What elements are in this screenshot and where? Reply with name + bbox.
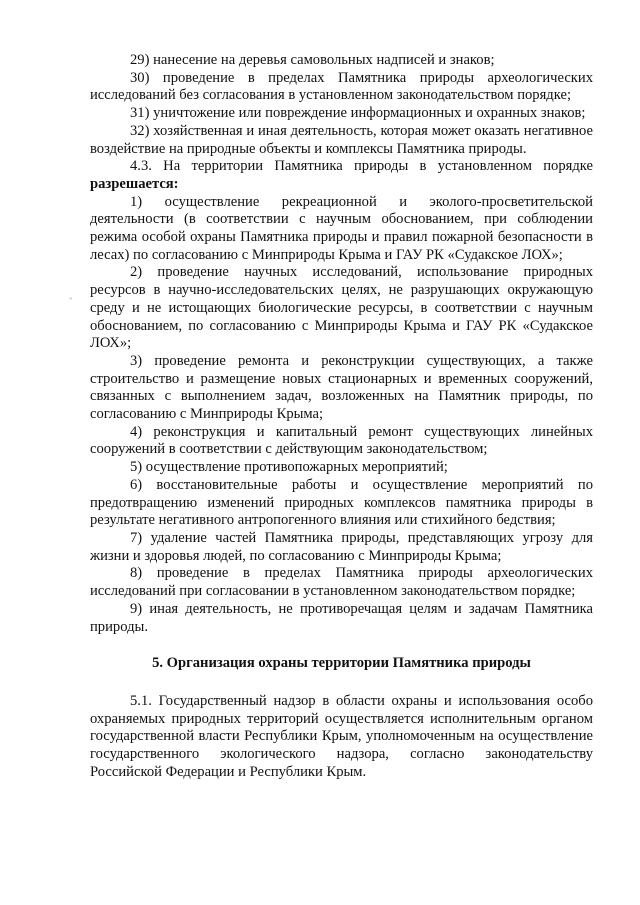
allowed-item-9: 9) иная деятельность, не противоречащая целям и задачам Памятника природы. (90, 600, 593, 635)
allowed-item-2: 2) проведение научных исследований, использование природных ресурсов в научно-исследовательских целях, не разрушающих окружающую среду и не истощающих биологические ресурсы, в соответствии с научным обоснованием, по согласованию с Минприроды Крыма и ГАУ РК «Судакское ЛОХ»; (90, 264, 593, 352)
allowed-item-5: 5) осуществление противопожарных мероприятий; (130, 459, 448, 476)
margin-mark: ˇ (68, 296, 74, 309)
section-4-3 (90, 158, 593, 193)
spacer (90, 636, 593, 655)
allowed-item-4: 4) реконструкция и капитальный ремонт существующих линейных сооружений в соответствии с действующим законодательством; (90, 423, 593, 458)
list-item-30: 30) проведение в пределах Памятника природы археологических исследований без согласования в установленном законодательством порядке; (90, 69, 593, 104)
section-5-heading: 5. Организация охраны территории Памятника природы (152, 655, 531, 672)
allowed-item-3: 3) проведение ремонта и реконструкции существующих, а также строительство и размещение новых стационарных и временных сооружений, связанных с выполнением задач, возложенных на Памятник природы, по согласованию с Минприроды Крыма; (90, 352, 593, 423)
list-item-31: 31) уничтожение или повреждение информационных и охранных знаков; (130, 105, 586, 122)
allowed-item-1: 1) осуществление рекреационной и эколого-просветительской деятельности (в соответствии с научным обоснованием, при соблюдении режима особой охраны Памятника природы и правил пожарной безопасности в лесах) по согласованию с Минприроды Крыма и ГАУ РК «Судакское ЛОХ»; (90, 193, 593, 263)
list-item-32: 32) хозяйственная и иная деятельность, которая может оказать негативное воздействие на природные объекты и комплексы Памятника природы. (90, 122, 593, 157)
allowed-item-7: 7) удаление частей Памятника природы, представляющих угрозу для жизни и здоровья людей, по согласованию с Минприроды Крыма; (90, 529, 593, 564)
allowed-item-6: 6) восстановительные работы и осуществление мероприятий по предотвращению изменений природных комплексов памятника природы в результате негативного антропогенного влияния или стихийного бедствия; (90, 476, 593, 529)
section-4-3-text: 4.3. На территории Памятника природы в установленном порядке (130, 158, 593, 175)
spacer (90, 673, 593, 693)
section-4-3-bold: разрешается: (90, 175, 179, 192)
document-page (90, 52, 593, 781)
section-5-1: 5.1. Государственный надзор в области охраны и использования особо охраняемых природных территорий осуществляется исполнительным органом государственной власти Республики Крым, уполномоченным на осуществление государственного экологического надзора, согласно законодательству Российской Федерации и Республики Крым. (90, 692, 593, 780)
list-item-29: 29) нанесение на деревья самовольных надписей и знаков; (130, 52, 495, 68)
allowed-item-8: 8) проведение в пределах Памятника природы археологических исследований при согласовании в установленном законодательством порядке; (90, 565, 593, 600)
